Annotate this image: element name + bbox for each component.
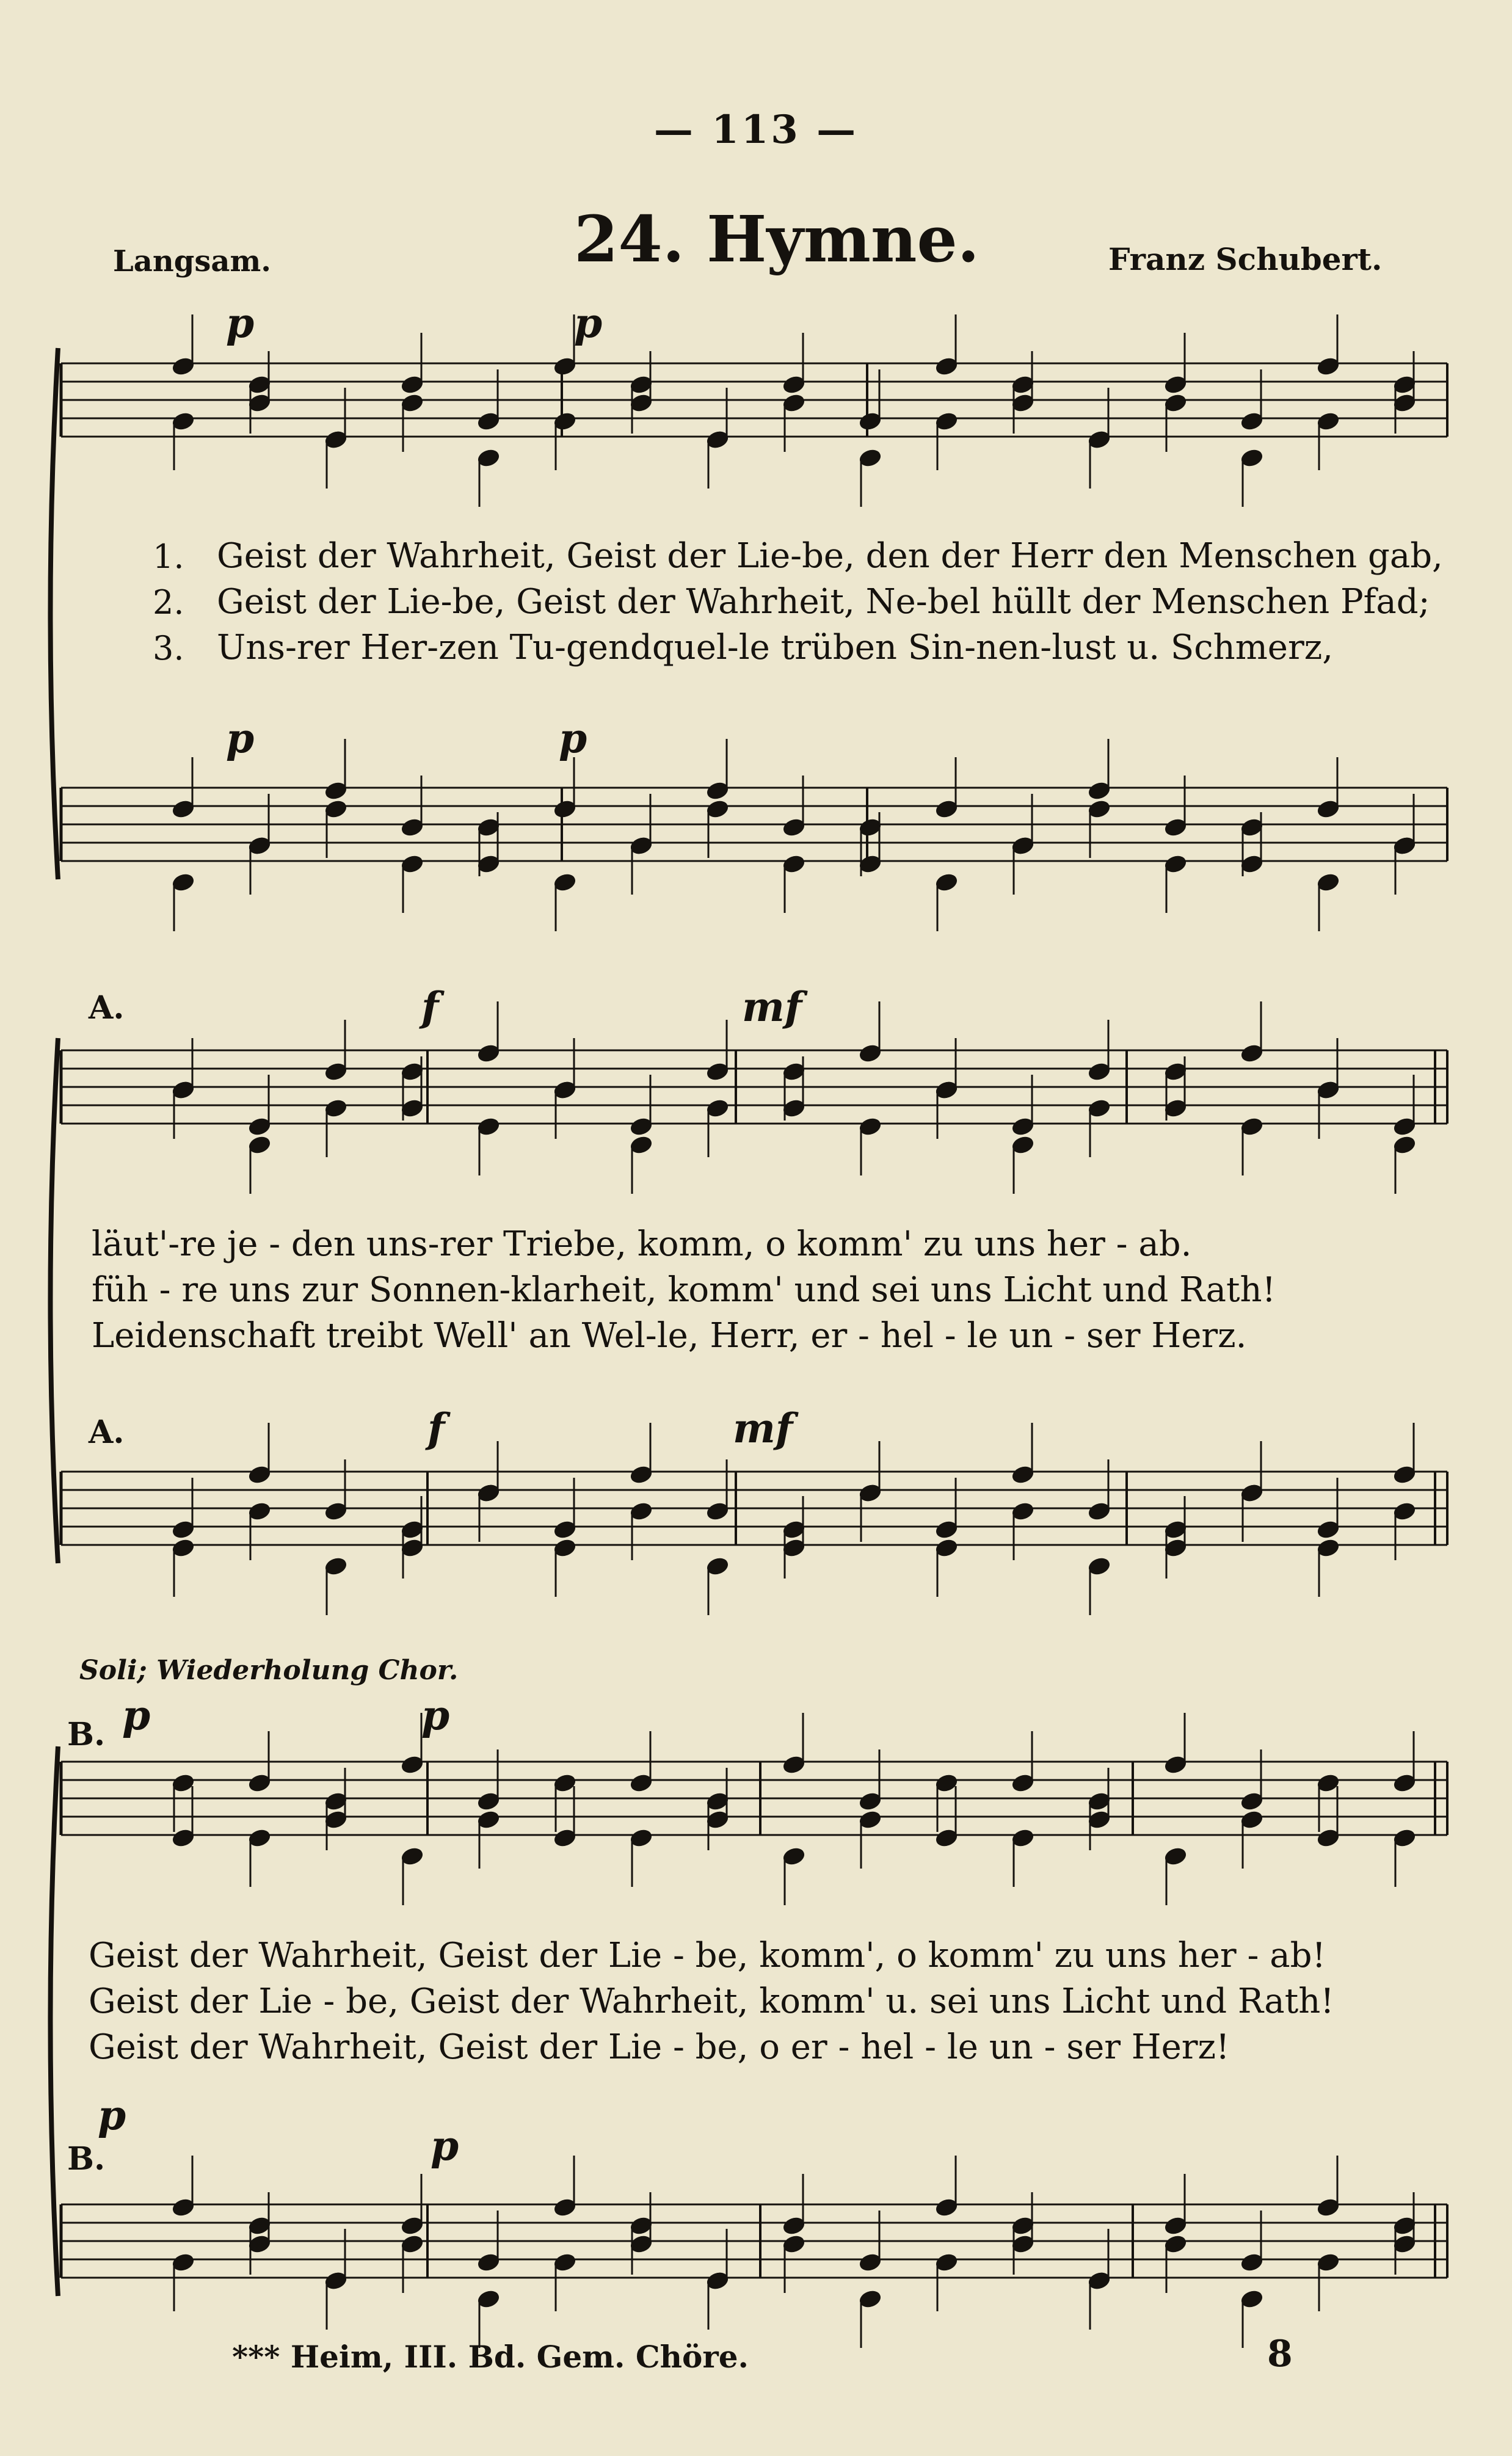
lyric-line: Uns-rer Her-zen Tu-gendquel-le trüben Sin-nen-lust u. Schmerz, bbox=[217, 628, 1334, 667]
section-label: A. bbox=[89, 1414, 125, 1451]
composer-name: Franz Schubert. bbox=[1108, 241, 1383, 277]
signature-mark: 8 bbox=[1267, 2333, 1293, 2375]
verse-number: 3. bbox=[153, 629, 184, 667]
lyric-line: Geist der Wahrheit, Geist der Lie-be, den der Herr den Menschen gab, bbox=[217, 536, 1443, 576]
lyric-line: läut'-re je - den uns-rer Triebe, komm, o komm' zu uns her - ab. bbox=[92, 1224, 1192, 1264]
footer-source: *** Heim, III. Bd. Gem. Chöre. bbox=[232, 2339, 749, 2375]
dynamic-mf: mf bbox=[733, 1404, 793, 1452]
dynamic-p: p bbox=[431, 2122, 459, 2170]
page-number: — 113 — bbox=[653, 107, 859, 153]
verse-number: 2. bbox=[153, 583, 184, 622]
dynamic-p: p bbox=[226, 299, 255, 347]
section-label: A. bbox=[89, 989, 125, 1026]
lyric-line: Leidenschaft treibt Well' an Wel-le, Herr, er - hel - le un - ser Herz. bbox=[92, 1316, 1247, 1356]
dynamic-p: p bbox=[122, 1691, 151, 1739]
dynamic-p: p bbox=[98, 2091, 126, 2139]
verse-number: 1. bbox=[153, 537, 184, 576]
system-brace bbox=[51, 1746, 59, 2296]
dynamic-p: p bbox=[226, 714, 255, 762]
lyric-line: Geist der Lie - be, Geist der Wahrheit, komm' u. sei uns Licht und Rath! bbox=[89, 1982, 1334, 2021]
system-brace bbox=[51, 348, 59, 879]
lyric-line: Geist der Wahrheit, Geist der Lie - be, o er - hel - le un - ser Herz! bbox=[89, 2027, 1230, 2067]
section-label: B. bbox=[67, 1716, 106, 1753]
dynamic-f: f bbox=[421, 983, 439, 1031]
system-brace bbox=[51, 1038, 59, 1563]
tempo-marking: Langsam. bbox=[113, 244, 271, 278]
lyric-line: füh - re uns zur Sonnen-klarheit, komm' und sei uns Licht und Rath! bbox=[92, 1270, 1276, 1310]
dynamic-p: p bbox=[574, 299, 603, 347]
dynamic-f: f bbox=[427, 1404, 445, 1452]
lyric-line: Geist der Lie-be, Geist der Wahrheit, Ne-bel hüllt der Menschen Pfad; bbox=[217, 582, 1430, 622]
lyric-line: Geist der Wahrheit, Geist der Lie - be, komm', o komm' zu uns her - ab! bbox=[89, 1936, 1326, 1975]
performance-note: Soli; Wiederholung Chor. bbox=[79, 1655, 459, 1686]
dynamic-p: p bbox=[421, 1691, 450, 1739]
section-label: B. bbox=[67, 2140, 106, 2178]
hymn-title: 24. Hymne. bbox=[574, 202, 980, 277]
dynamic-p: p bbox=[559, 714, 587, 762]
dynamic-mf: mf bbox=[742, 983, 802, 1031]
